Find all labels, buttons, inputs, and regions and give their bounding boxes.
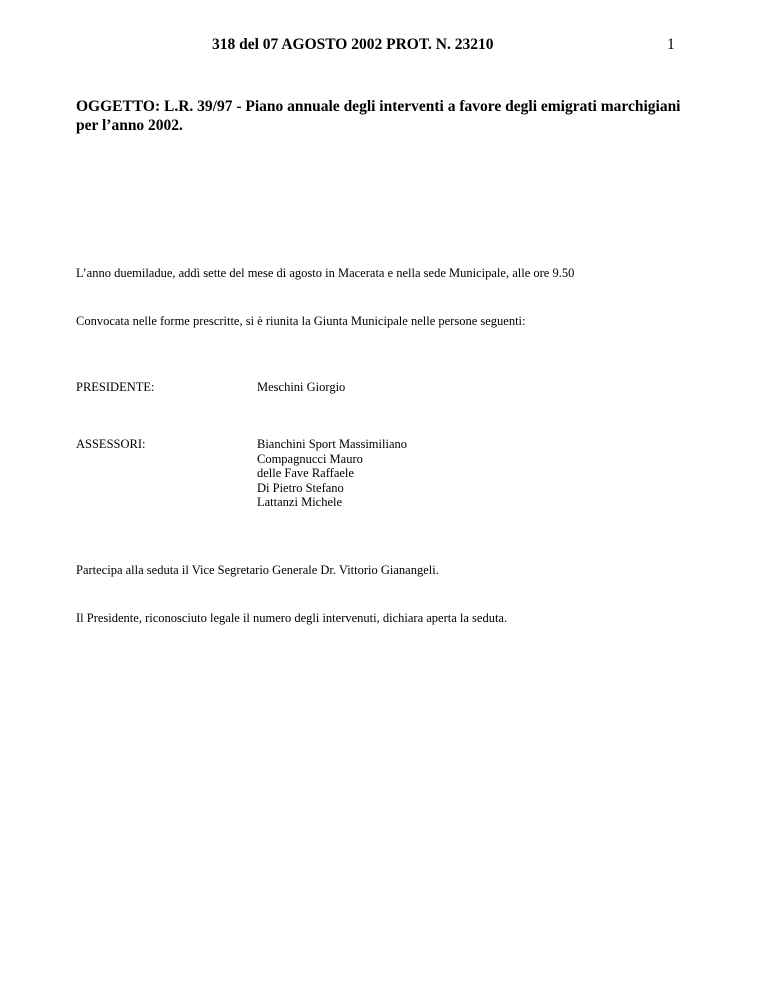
- assessor-name: delle Fave Raffaele: [257, 466, 354, 480]
- paragraph-secretary: Partecipa alla seduta il Vice Segretario Generale Dr. Vittorio Gianangeli.: [76, 563, 439, 577]
- assessor-name: Compagnucci Mauro: [257, 451, 363, 466]
- paragraph-date-place: L’anno duemiladue, addì sette del mese di agosto in Macerata e nella sede Municipale, alle ore 9.50: [76, 266, 575, 280]
- president-name-block: [257, 380, 345, 395]
- document-header-title: 318 del 07 AGOSTO 2002 PROT. N. 23210: [212, 36, 494, 53]
- page-number: 1: [667, 36, 675, 53]
- assessor-name: Di Pietro Stefano: [257, 480, 344, 495]
- president-name: Meschini Giorgio: [257, 380, 346, 394]
- paragraph-opening: Il Presidente, riconosciuto legale il numero degli intervenuti, dichiara aperta la seduta.: [76, 611, 508, 625]
- assessor-name: Lattanzi Michele: [257, 495, 343, 509]
- subject-line-1: OGGETTO: L.R. 39/97 - Piano annuale degli interventi a favore degli emigrati marchigiani: [76, 98, 681, 115]
- document-subject: [76, 97, 716, 135]
- paragraph-convocation: Convocata nelle forme prescritte, si è riunita la Giunta Municipale nelle persone seguenti:: [76, 314, 526, 328]
- assessors-list: [257, 437, 407, 510]
- president-label: PRESIDENTE:: [76, 380, 155, 394]
- assessors-label: ASSESSORI:: [76, 437, 146, 451]
- assessor-name: Bianchini Sport Massimiliano: [257, 437, 407, 451]
- subject-line-2: per l’anno 2002.: [76, 117, 183, 134]
